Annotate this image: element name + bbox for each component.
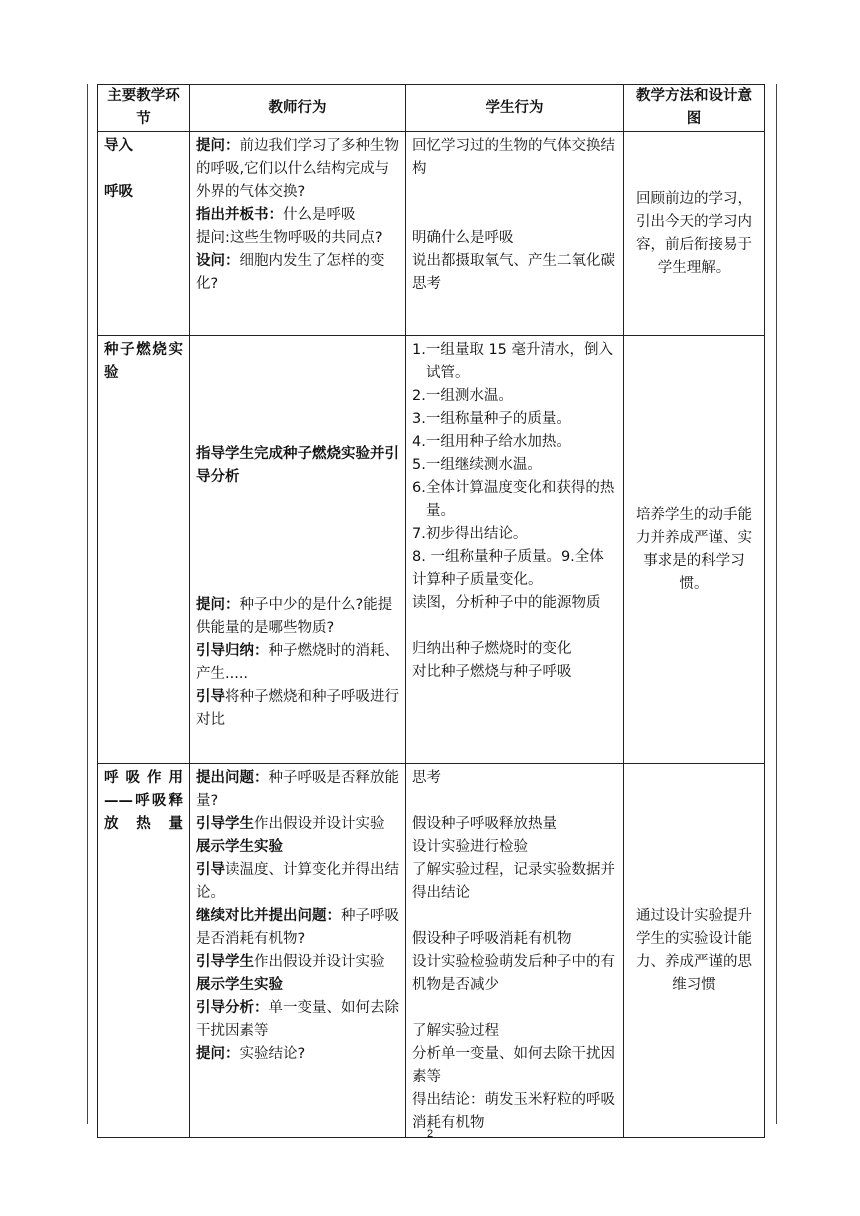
teacher-line: 引导将种子燃烧和种子呼吸进行对比 <box>196 689 399 728</box>
page-number: 2 <box>426 1128 434 1140</box>
header-teacher: 教师行为 <box>190 85 406 132</box>
method-text: 回顾前边的学习，引出今天的学习内容，前后衔接易于学生理解。 <box>636 191 752 276</box>
teacher-line: 提问:这些生物呼吸的共同点? <box>196 230 383 246</box>
student-line: 设计实验检验萌发后种子中的有机物是否减少 <box>412 954 615 993</box>
teacher-line: 提问：种子中少的是什么?能提供能量的是哪些物质? <box>196 597 393 636</box>
student-line: 回忆学习过的生物的气体交换结构 <box>412 138 615 177</box>
table-row <box>98 336 765 764</box>
list-item: 6.全体计算温度变化和获得的热量。 <box>412 480 615 519</box>
header-student: 学生行为 <box>406 85 624 132</box>
student-line: 归纳出种子燃烧时的变化 <box>412 641 572 657</box>
teacher-cell <box>190 764 406 1138</box>
student-line: 设计实验进行检验 <box>412 839 528 855</box>
header-stage: 主要教学环节 <box>98 85 190 132</box>
stage-label: 导入 <box>104 138 133 154</box>
teacher-line: 设问：细胞内发生了怎样的变化? <box>196 253 385 292</box>
student-line: 了解实验过程 <box>412 1023 499 1039</box>
teacher-cell <box>190 132 406 336</box>
student-line: 读图，分析种子中的能源物质 <box>412 595 601 611</box>
method-cell <box>624 336 765 764</box>
list-item: 5.一组继续测水温。 <box>412 457 542 473</box>
student-line: 分析单一变量、如何去除干扰因素等 <box>412 1046 615 1085</box>
header-method: 教学方法和设计意图 <box>624 85 765 132</box>
method-text: 培养学生的动手能力并养成严谨、实事求是的科学习惯。 <box>636 507 752 592</box>
teacher-line: 提问：实验结论? <box>196 1046 306 1062</box>
method-cell <box>624 132 765 336</box>
student-cell <box>406 764 624 1138</box>
list-item: 2.一组测水温。 <box>412 388 513 404</box>
student-line: 对比种子燃烧与种子呼吸 <box>412 664 572 680</box>
student-line: 思考 <box>412 770 441 786</box>
teacher-line: 引导学生作出假设并设计实验 <box>196 816 385 832</box>
list-item: 1.一组量取 15 毫升清水，倒入试管。 <box>412 342 614 381</box>
student-cell <box>406 336 624 764</box>
stage-cell <box>98 336 190 764</box>
teacher-line: 提问：前边我们学习了多种生物的呼吸,它们以什么结构完成与外界的气体交换? <box>196 138 399 200</box>
teacher-line: 展示学生实验 <box>196 839 283 855</box>
teacher-line: 继续对比并提出问题：种子呼吸是否消耗有机物? <box>196 908 399 947</box>
student-line: 了解实验过程，记录实验数据并得出结论 <box>412 862 615 901</box>
student-line: 明确什么是呼吸 <box>412 230 514 246</box>
stage-cell <box>98 764 190 1138</box>
method-text: 通过设计实验提升学生的实验设计能力、养成严谨的思维习惯 <box>636 908 752 993</box>
table-row <box>98 132 765 336</box>
teacher-cell <box>190 336 406 764</box>
student-line: 得出结论：萌发玉米籽粒的呼吸消耗有机物 <box>412 1092 615 1131</box>
student-line: 假设种子呼吸释放热量 <box>412 816 557 832</box>
method-cell <box>624 764 765 1138</box>
teacher-line: 提出问题：种子呼吸是否释放能量? <box>196 770 399 809</box>
list-item: 3.一组称量种子的质量。 <box>412 411 571 427</box>
teacher-line: 指出并板书：什么是呼吸 <box>196 207 356 223</box>
table-row <box>98 764 765 1138</box>
teacher-guide: 指导学生完成种子燃烧实验并引导分析 <box>196 446 399 485</box>
stage-label: 呼吸 <box>104 184 133 200</box>
teacher-line: 展示学生实验 <box>196 977 283 993</box>
stage-cell <box>98 132 190 336</box>
teacher-line: 引导分析：单一变量、如何去除干扰因素等 <box>196 1000 399 1039</box>
teacher-line: 引导学生作出假设并设计实验 <box>196 954 385 970</box>
list-item: 4.一组用种子给水加热。 <box>412 434 571 450</box>
header-row <box>98 85 765 132</box>
list-item: 8. 一组称量种子质量。9.全体计算种子质量变化。 <box>412 549 604 588</box>
lesson-plan-table <box>97 84 765 1138</box>
stage-label: 呼吸作用——呼吸释放热量 <box>104 770 183 832</box>
student-cell <box>406 132 624 336</box>
student-line: 假设种子呼吸消耗有机物 <box>412 931 572 947</box>
teacher-line: 引导归纳：种子燃烧时的消耗、产生..... <box>196 643 399 682</box>
student-line: 说出都摄取氧气、产生二氧化碳 <box>412 253 615 269</box>
student-line: 思考 <box>412 276 441 292</box>
teacher-line: 引导读温度、计算变化并得出结论。 <box>196 862 399 901</box>
stage-label: 种子燃烧实验 <box>104 342 183 381</box>
list-item: 7.初步得出结论。 <box>412 526 528 542</box>
